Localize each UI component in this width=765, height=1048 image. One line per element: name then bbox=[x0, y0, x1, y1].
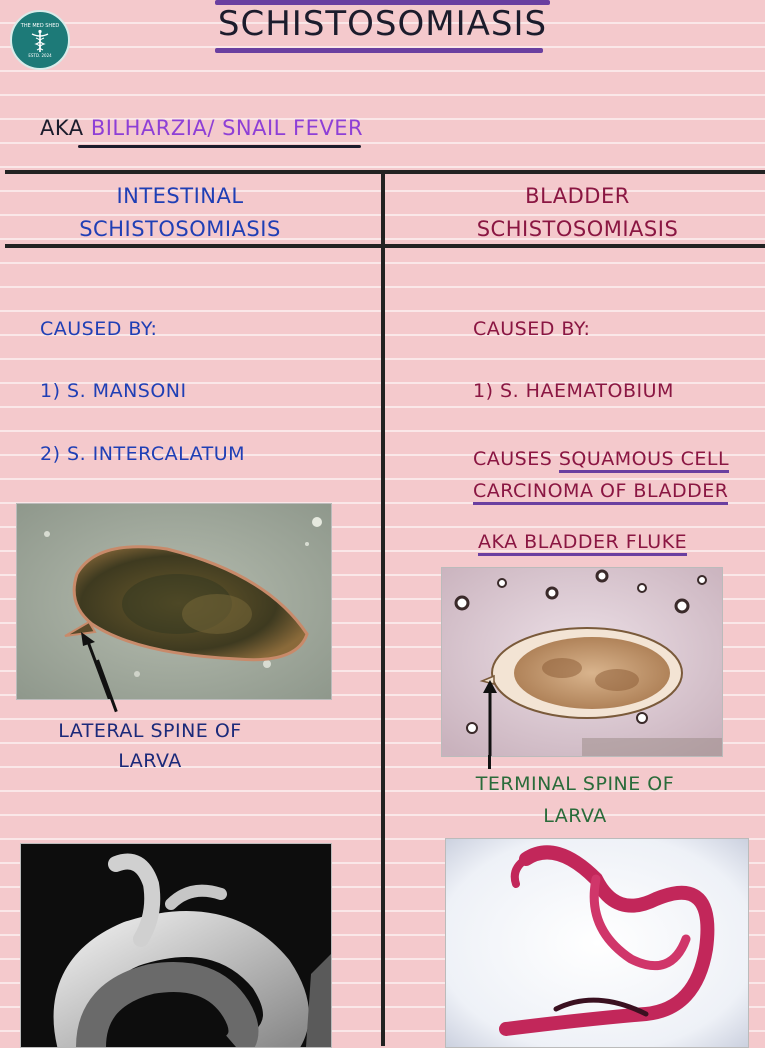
terminal-spine-caption bbox=[430, 768, 720, 832]
column-divider bbox=[381, 172, 385, 1046]
left-cause-1: 1) S. MANSONI bbox=[40, 380, 187, 402]
lateral-caption-line2: LARVA bbox=[118, 750, 182, 772]
right-heading-line2: SCHISTOSOMIASIS bbox=[476, 217, 679, 241]
causes-underlined-1: SQUAMOUS CELL bbox=[559, 448, 729, 473]
aka-underline bbox=[78, 145, 361, 148]
causes-underlined-2: CARCINOMA OF BLADDER bbox=[473, 480, 728, 505]
logo-text-bottom: ESTD. 2024 bbox=[28, 52, 52, 58]
terminal-spine-egg-image bbox=[441, 567, 723, 757]
left-column-heading bbox=[0, 180, 360, 246]
right-caused-by: CAUSED BY: bbox=[473, 318, 591, 340]
right-causes-carcinoma bbox=[473, 443, 729, 507]
sem-worm-picture bbox=[21, 844, 331, 1047]
left-heading-line1: INTESTINAL bbox=[116, 184, 244, 208]
aka-prefix: AKA bbox=[40, 116, 84, 140]
page-title: SCHISTOSOMIASIS bbox=[217, 4, 548, 44]
caduceus-icon bbox=[29, 29, 51, 53]
logo bbox=[10, 10, 70, 70]
table-top-rule bbox=[5, 170, 765, 174]
terminal-arrow-stem bbox=[488, 755, 491, 769]
lateral-spine-egg-image bbox=[16, 503, 332, 700]
sem-worm-image bbox=[20, 843, 332, 1048]
aka-line bbox=[40, 116, 363, 140]
left-cause-2: 2) S. INTERCALATUM bbox=[40, 443, 246, 465]
aka-bladder-fluke-text: AKA BLADDER FLUKE bbox=[478, 531, 687, 556]
right-cause-1: 1) S. HAEMATOBIUM bbox=[473, 380, 674, 402]
causes-prefix: CAUSES bbox=[473, 448, 553, 470]
left-caused-by: CAUSED BY: bbox=[40, 318, 158, 340]
aka-bladder-fluke bbox=[478, 531, 687, 553]
stained-worm-picture bbox=[446, 839, 748, 1047]
title-underline bbox=[215, 48, 543, 53]
terminal-caption-line1: TERMINAL SPINE OF bbox=[475, 773, 675, 795]
egg-micrograph bbox=[17, 504, 331, 699]
right-heading-line1: BLADDER bbox=[525, 184, 630, 208]
aka-names: BILHARZIA/ SNAIL FEVER bbox=[90, 116, 364, 140]
left-heading-line2: SCHISTOSOMIASIS bbox=[79, 217, 281, 241]
stained-worm-image bbox=[445, 838, 749, 1048]
right-column-heading bbox=[390, 180, 765, 246]
lateral-caption-line1: LATERAL SPINE OF bbox=[58, 720, 242, 742]
lateral-spine-caption bbox=[0, 716, 300, 776]
egg-micrograph-right bbox=[442, 568, 722, 756]
logo-text-top: THE MED SHED bbox=[20, 22, 60, 29]
terminal-caption-line2: LARVA bbox=[543, 805, 607, 827]
